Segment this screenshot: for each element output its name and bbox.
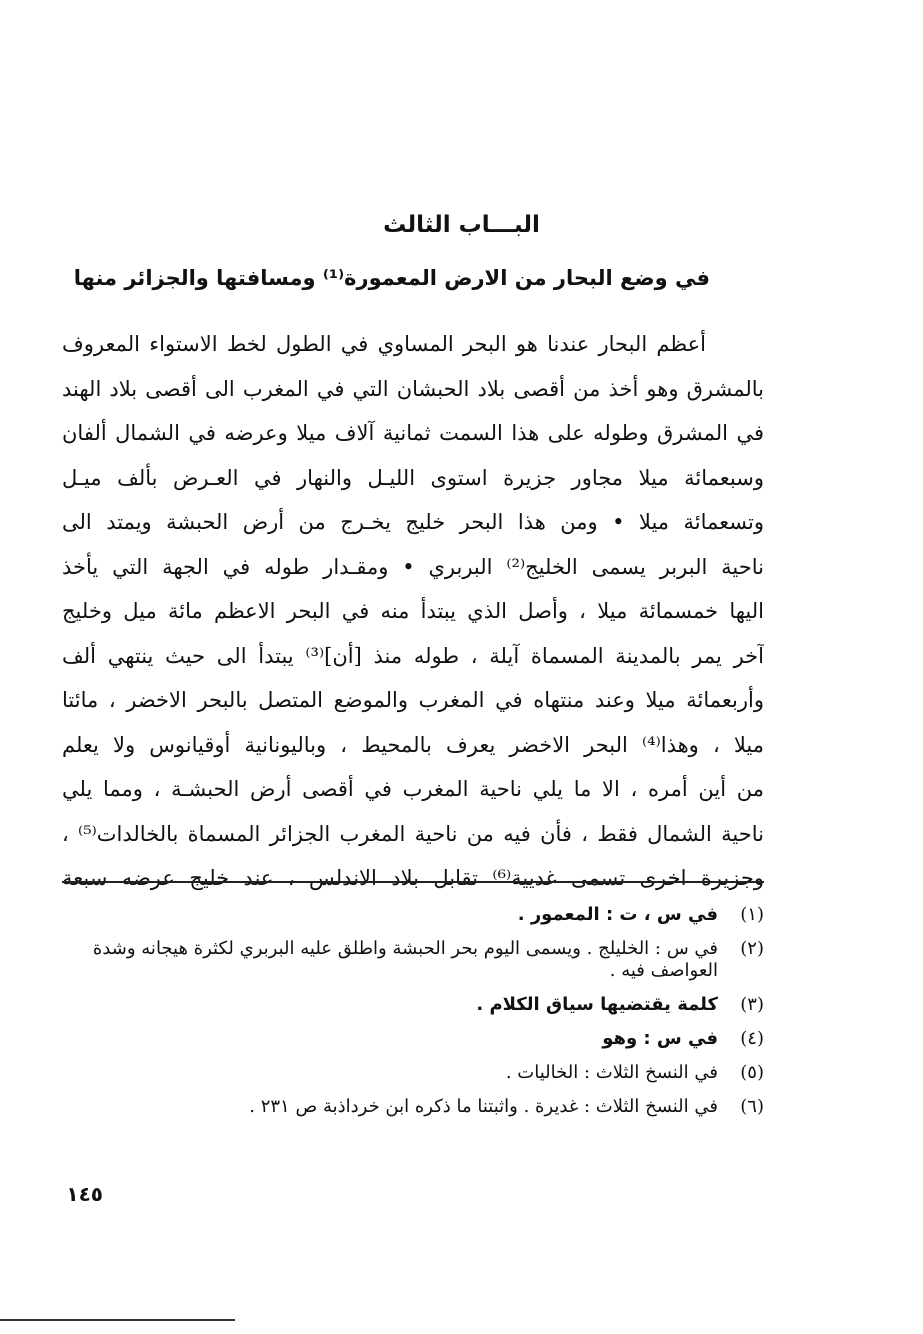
footnote-text: كلمة يقتضيها سياق الكلام .	[476, 994, 718, 1015]
body-line: ميلا ، وهذا⁽⁴⁾ البحر الاخضر يعرف بالمحيط ، وباليونانية أوقيانوس ولا يعلم	[62, 732, 764, 757]
footnote-text: في س : وهو	[602, 1028, 718, 1049]
body-text	[62, 322, 764, 901]
footnote-text: في س : الخليلج . ويسمى اليوم بحر الحبشة واطلق عليه البربري لكثرة هيجانه وشدة العواصف فيه .	[92, 938, 718, 981]
footnote-number: (٢)	[740, 938, 764, 959]
body-line: وجزيرة اخرى تسمى غديية⁽⁶⁾ تقابل بلاد الاندلس ، عند خليج عرضه سبعة	[62, 866, 764, 890]
page-number: ١٤٥	[66, 1182, 103, 1206]
body-line: بالمشرق وهو أخذ من أقصى بلاد الحبشان التي في المغرب الى أقصى بلاد الهند	[62, 376, 764, 401]
body-line: اليها خمسمائة ميلا ، وأصل الذي يبتدأ منه في البحر الاعظم مائة ميل وخليج	[62, 599, 764, 623]
body-line: في المشرق وطوله على هذا السمت ثمانية آلاف ميلا وعرضه في الشمال ألفان	[62, 421, 764, 445]
body-line: ناحية البربر يسمى الخليج⁽²⁾ البربري • ومقـدار طوله في الجهة التي يأخذ	[62, 554, 764, 579]
footnote-divider	[62, 881, 764, 883]
footnote-number: (١)	[740, 904, 764, 925]
chapter-subtitle: في وضع البحار من الارض المعمورة⁽¹⁾ ومسافتها والجزائر منها	[73, 266, 710, 290]
page-edge-line	[0, 1319, 235, 1321]
footnotes	[62, 898, 764, 1124]
body-line: وأربعمائة ميلا وعند منتهاه في المغرب والموضع المتصل بالبحر الاخضر ، مائتا	[62, 688, 764, 712]
body-line: آخر يمر بالمدينة المسماة آيلة ، طوله منذ [أن]⁽³⁾ يبتدأ الى حيث ينتهي ألف	[62, 643, 764, 668]
footnote	[62, 1022, 764, 1056]
footnote-number: (٣)	[740, 994, 764, 1015]
footnote	[62, 1090, 764, 1124]
footnote	[62, 932, 764, 982]
footnote-text: في النسخ الثلاث : الخاليات .	[505, 1062, 718, 1083]
footnote-text: في س ، ت : المعمور .	[517, 904, 718, 925]
footnote	[62, 898, 764, 932]
footnote-text: في النسخ الثلاث : غديرة . واثبتنا ما ذكره ابن خرداذبة ص ٢٣١ .	[249, 1096, 718, 1117]
footnote-number: (٦)	[740, 1096, 764, 1117]
body-line: أعظم البحار عندنا هو البحر المساوي في الطول لخط الاستواء المعروف	[62, 332, 706, 356]
body-line: من أين أمره ، الا ما يلي ناحية المغرب في أقصى أرض الحبشـة ، ومما يلي	[62, 777, 764, 801]
footnote	[62, 988, 764, 1022]
footnote-number: (٤)	[740, 1028, 764, 1049]
chapter-title: البـــاب الثالث	[383, 212, 540, 238]
body-line: ناحية الشمال فقط ، فأن فيه من ناحية المغرب الجزائر المسماة بالخالدات⁽⁵⁾ ،	[62, 821, 764, 846]
footnote	[62, 1056, 764, 1090]
body-line: وسبعمائة ميلا مجاور جزيرة استوى الليـل والنهار في العـرض بألف ميـل	[62, 465, 764, 490]
body-line: وتسعمائة ميلا • ومن هذا البحر خليج يخـرج من أرض الحبشة ويمتد الى	[62, 510, 764, 534]
footnote-number: (٥)	[740, 1062, 764, 1083]
